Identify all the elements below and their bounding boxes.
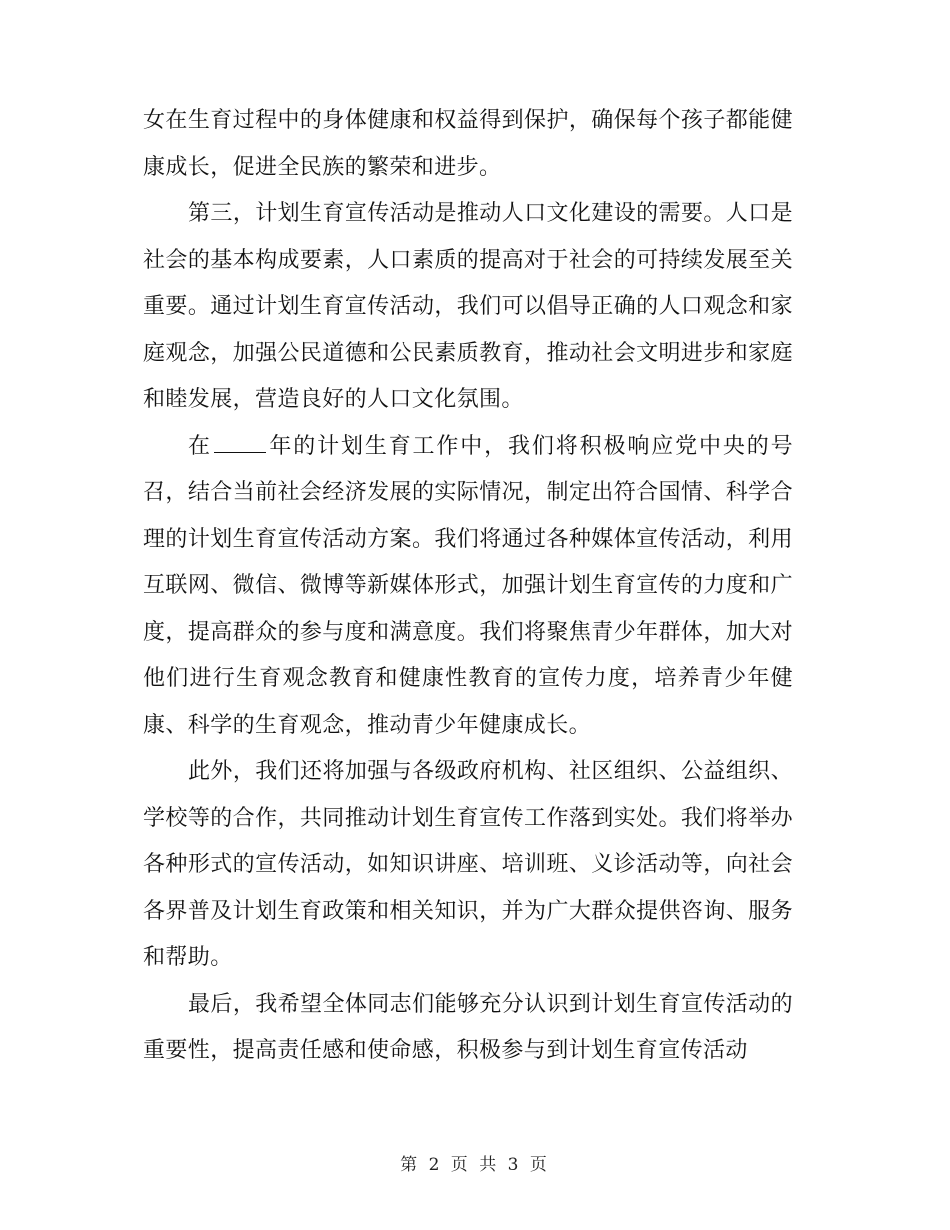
paragraph-population-culture: 第三，计划生育宣传活动是推动人口文化建设的需要。人口是社会的基本构成要素，人口素质的提高对于社会的可持续发展至关重要。通过计划生育宣传活动，我们可以倡导正确的人口观念和家庭观念，加强公民道德和公民素质教育，推动社会文明进步和家庭和睦发展，营造良好的人口文化氛围。 xyxy=(143,201,793,412)
paragraph-cooperation: 此外，我们还将加强与各级政府机构、社区组织、公益组织、学校等的合作，共同推动计划生育宣传工作落到实处。我们将举办各种形式的宣传活动，如知识讲座、培训班、义诊活动等，向社会各界普及计划生育政策和相关知识，并为广大群众提供咨询、服务和帮助。 xyxy=(143,759,793,970)
paragraph-conclusion: 最后，我希望全体同志们能够充分认识到计划生育宣传活动的重要性，提高责任感和使命感，积极参与到计划生育宣传活动 xyxy=(143,991,793,1063)
paragraph-work-plan-lead: 在 xyxy=(188,433,212,459)
paragraph-continuation: 女在生育过程中的身体健康和权益得到保护，确保每个孩子都能健康成长，促进全民族的繁荣和进步。 xyxy=(143,108,793,180)
page-number-footer: 第 2 页 共 3 页 xyxy=(400,1155,550,1175)
paragraph-work-plan xyxy=(143,424,793,750)
paragraph-work-plan-body: 年的计划生育工作中，我们将积极响应党中央的号召，结合当前社会经济发展的实际情况，制定出符合国情、科学合理的计划生育宣传活动方案。我们将通过各种媒体宣传活动，利用互联网、微信、微博等新媒体形式，加强计划生育宣传的力度和广度，提高群众的参与度和满意度。我们将聚焦青少年群体，加大对他们进行生育观念教育和健康性教育的宣传力度，培养青少年健康、科学的生育观念，推动青少年健康成长。 xyxy=(143,433,793,738)
document-body xyxy=(143,98,793,1075)
year-blank xyxy=(214,432,266,453)
